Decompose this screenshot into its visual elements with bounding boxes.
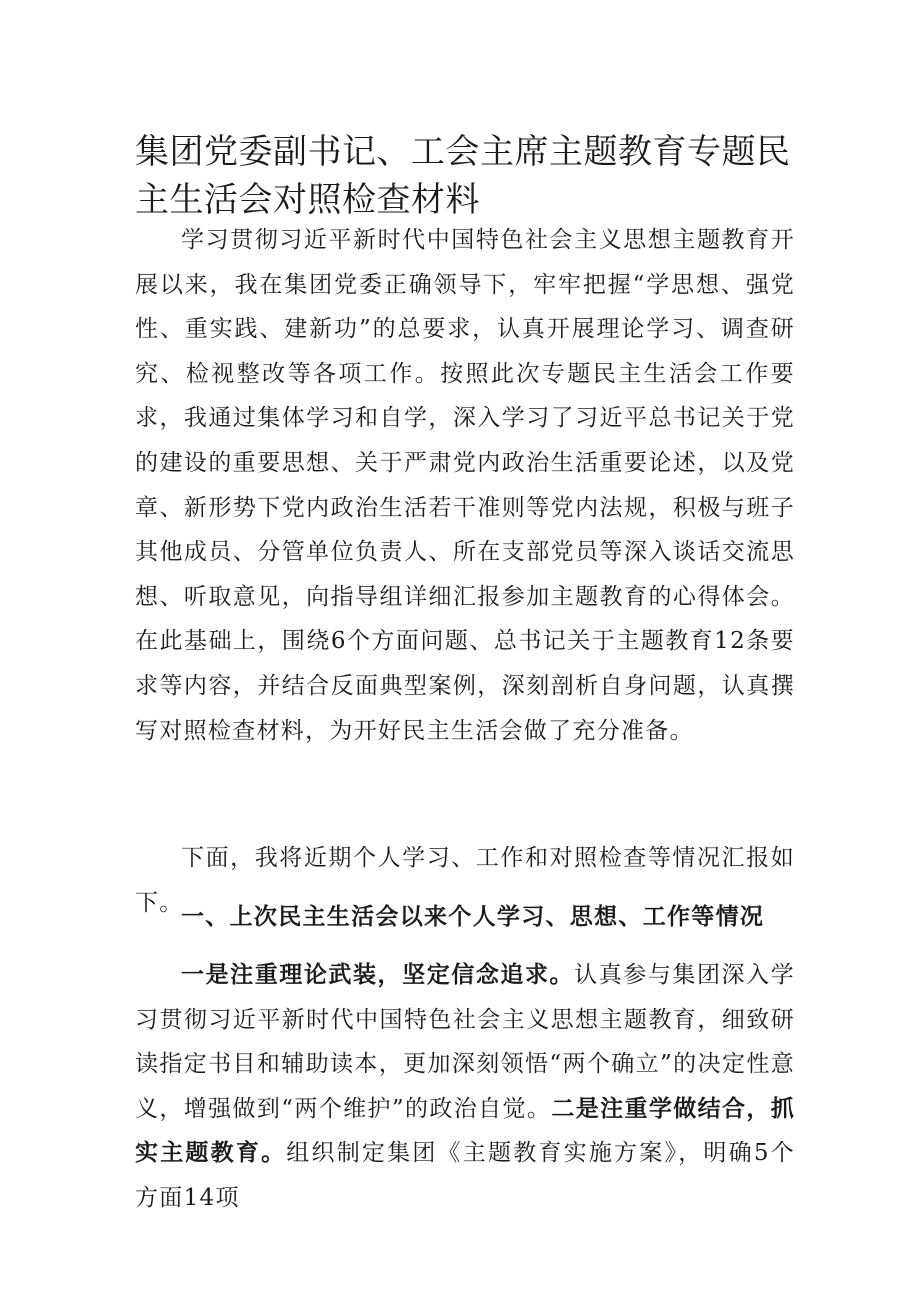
document-title: 集团党委副书记、工会主席主题教育专题民主生活会对照检查材料 (135, 132, 791, 220)
transition-paragraph: 下面，我将近期个人学习、工作和对照检查等情况汇报如下。 (135, 845, 795, 916)
point2-text: 组织制定集团《主题教育实施方案》，明确5个方面14项 (135, 1140, 795, 1211)
point2-lead: 二是注重学做结合，抓实主题教育。 (135, 1094, 796, 1167)
intro-paragraph: 学习贯彻习近平新时代中国特色社会主义思想主题教育开展以来，我在集团党委正确领导下，牢牢把握“学思想、强党性、重实践、建新功”的总要求，认真开展理论学习、调查研究、检视整改等各项工作。按照此次专题民主生活会工作要求，我通过集体学习和自学，深入学习了习近平总书记关于党的建设的重要思想、关于严肃党内政治生活重要论述，以及党章、新形势下党内政治生活若干准则等党内法规，积极与班子其他成员、分管单位负责人、所在支部党员等深入谈话交流思想、听取意见，向指导组详细汇报参加主题教育的心得体会。在此基础上，围绕6个方面问题、总书记关于主题教育12条要求等内容，并结合反面典型案例，深刻剖析自身问题，认真撰写对照检查材料，为开好民主生活会做了充分准备。 (135, 227, 795, 744)
section-heading: 一、上次民主生活会以来个人学习、思想、工作等情况 (181, 903, 765, 930)
point1-text: 认真参与集团深入学习贯彻习近平新时代中国特色社会主义思想主题教育，细致研读指定书目和辅助读本，更加深刻领悟“两个确立”的决定性意义，增强做到“两个维护”的政治自觉。 (135, 962, 795, 1122)
point1-lead: 一是注重理论武装，坚定信念追求。 (181, 961, 575, 988)
section-paragraph (135, 953, 795, 1221)
